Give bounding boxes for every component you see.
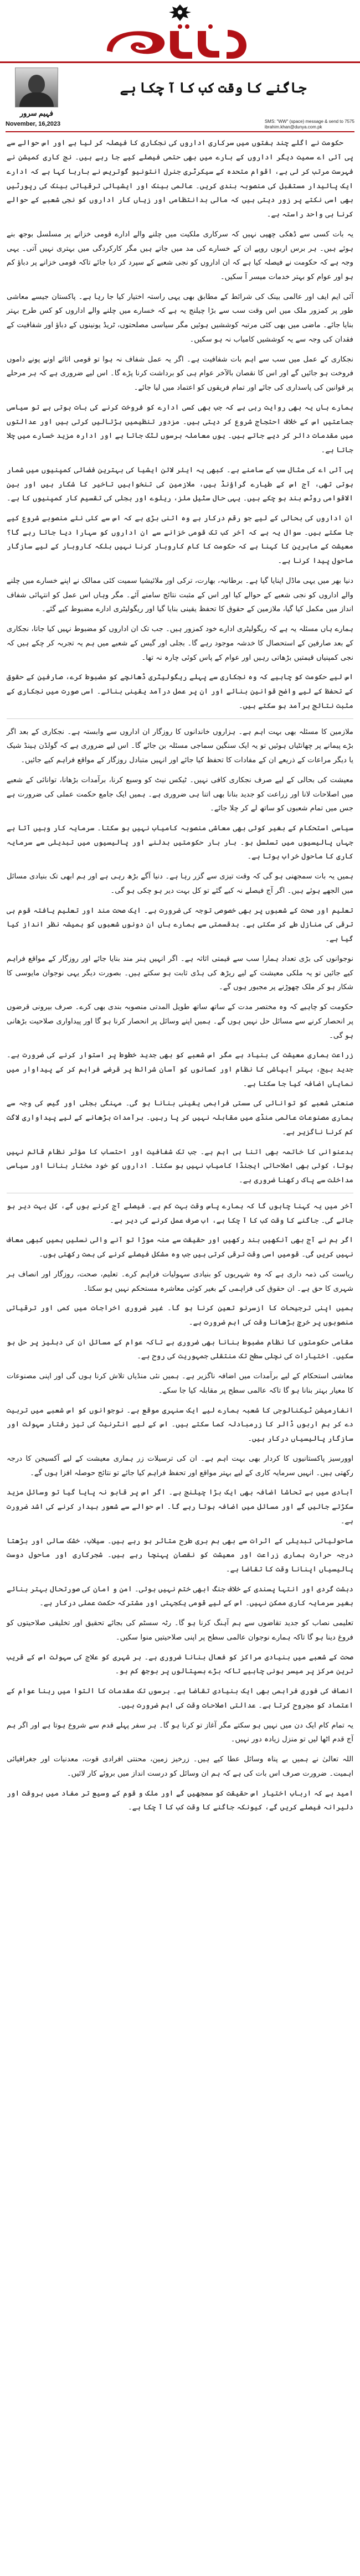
article-paragraph: اگر ہم نے آج بھی آنکھیں بند رکھیں اور حقیقت سے منہ موڑا تو آنے والی نسلیں ہمیں کبھی معاف نہیں کریں گی۔ قومیں اسی وقت ترقی کرتی ہیں جب وہ مشکل فیصلے کرنے کی ہمت رکھتی ہوں۔ (7, 1235, 353, 1259)
article-paragraph: ماحولیاتی تبدیلی کے اثرات سے بھی ہم بری طرح متاثر ہو رہے ہیں۔ سیلاب، خشک سالی اور بڑھتا درجہ حرارت ہماری زراعت اور معیشت کو نقصان پہنچا رہے ہیں۔ شجرکاری اور ماحول دوست پالیسیاں اپنانا وقت کا تقاضا ہے۔ (7, 1536, 353, 1574)
author-photo (15, 68, 58, 107)
article-paragraph: انصاف کی فوری فراہمی بھی ایک بنیادی تقاضا ہے۔ برسوں تک مقدمات کا التوا میں رہنا عوام کے اعتماد کو مجروح کرتا ہے۔ عدالتی اصلاحات وقت کی اہم ضرورت ہیں۔ (7, 1687, 353, 1709)
article-paragraph: معاشی استحکام کے لیے برآمدات میں اضافہ ناگزیر ہے۔ ہمیں نئی منڈیاں تلاش کرنا ہوں گی اور اپنی مصنوعات کا معیار بہتر بنانا ہو گا تاکہ عالمی سطح پر مقابلہ کیا جا سکے۔ (7, 1372, 353, 1394)
article-paragraph: مقامی حکومتوں کا نظام مضبوط بنانا بھی ضروری ہے تاکہ عوام کے مسائل ان کی دہلیز پر حل ہو سکیں۔ اختیارات کی نچلی سطح تک منتقلی جمہوریت کی روح ہے۔ (7, 1337, 353, 1361)
article-paragraph: حکومت نے اگلے چند ہفتوں میں سرکاری اداروں کی نجکاری کا فیصلہ کر لیا ہے اور اس حوالے سے پی آئی اے سمیت دیگر اداروں کے بارے میں بھی حتمی فیصلے کیے جا رہے ہیں۔ نج کاری کمیشن نے فہرست مرتب کر لی ہے، اقوام متحدہ کے سیکرٹری جنرل انتونیو گوتریس نے بارہا کہا ہے کہ ادارے ایک پائیدار مستقبل کی منصوبہ بندی کریں۔ عالمی بینک اور ایشیائی ترقیاتی بینک کی رپورٹیں بھی اسی نکتے پر زور دیتی ہیں کہ مالی بدانتظامی اور زیاں کار اداروں کو نجی شعبے کے حوالے کرنا ہی واحد راستہ ہے۔ (7, 138, 353, 219)
dunya-wordmark-icon (97, 23, 263, 60)
article-paragraph: ہمیں یہ بات سمجھنی ہو گی کہ وقت تیزی سے گزر رہا ہے۔ دنیا آگے بڑھ رہی ہے اور ہم ابھی تک بنیادی مسائل میں الجھے ہوئے ہیں۔ اگر آج فیصلے نہ کیے گئے تو کل بہت دیر ہو چکی ہو گی۔ (7, 872, 353, 894)
article-paragraph: حکومت کو چاہیے کہ وہ مختصر مدت کے ساتھ ساتھ طویل المدتی منصوبہ بندی بھی کرے۔ صرف بیرونی قرضوں پر انحصار کرنے سے مسائل حل نہیں ہوں گے۔ ہمیں اپنے وسائل پر انحصار کرنا ہو گا اور پیداواری صلاحیت بڑھانی ہو گی۔ (7, 1002, 353, 1039)
article-paragraph: اس لیے حکومت کو چاہیے کہ وہ نجکاری سے پہلے ریگولیٹری ڈھانچے کو مضبوط کرے، صارفین کے حقوق کے تحفظ کے لیے واضح قوانین بنائے اور ان پر عمل درآمد یقینی بنائے۔ اسی صورت میں نجکاری کے مثبت نتائج برآمد ہو سکتے ہیں۔ (7, 673, 353, 710)
article-meta (0, 118, 360, 132)
article-paragraph: معیشت کی بحالی کے لیے صرف نجکاری کافی نہیں۔ ٹیکس نیٹ کو وسیع کرنا، برآمدات بڑھانا، توانائی کے شعبے میں اصلاحات لانا اور زراعت کو جدید بنانا بھی اتنا ہی ضروری ہے۔ ہمیں ایک جامع حکمت عملی کی ضرورت ہے جس میں تمام شعبوں کو ساتھ لے کر چلا جائے۔ (7, 775, 353, 813)
masthead (0, 0, 360, 64)
article-paragraph: دہشت گردی اور انتہا پسندی کے خلاف جنگ ابھی ختم نہیں ہوئی۔ امن و امان کی صورتحال بہتر بنائے بغیر سرمایہ کاری ممکن نہیں۔ اس کے لیے قومی یکجہتی اور مشترکہ حکمت عملی درکار ہے۔ (7, 1584, 353, 1607)
article-paragraph: تعلیم اور صحت کے شعبوں پر بھی خصوصی توجہ کی ضرورت ہے۔ ایک صحت مند اور تعلیم یافتہ قوم ہی ترقی کی منازل طے کر سکتی ہے۔ بدقسمتی سے ہمارے ہاں ان دونوں شعبوں کو ہمیشہ نظر انداز کیا گیا ہے۔ (7, 906, 353, 943)
article-paragraph: دنیا بھر میں یہی ماڈل اپنایا گیا ہے۔ برطانیہ، بھارت، ترکی اور ملائیشیا سمیت کئی ممالک نے اپنے خسارے میں چلنے والے اداروں کو نجی شعبے کے حوالے کیا اور اس کے مثبت نتائج سامنے آئے۔ مگر وہاں اس عمل کو انتہائی شفاف انداز میں مکمل کیا گیا، ملازمین کے حقوق کا تحفظ یقینی بنایا گیا اور ریگولیٹری ادارے مضبوط کیے گئے۔ (7, 576, 353, 613)
article-paragraph: بدعنوانی کا خاتمہ بھی اتنا ہی اہم ہے۔ جب تک شفافیت اور احتساب کا مؤثر نظام قائم نہیں ہوتا، کوئی بھی اصلاحاتی ایجنڈا کامیاب نہیں ہو سکتا۔ اداروں کو خود مختار بنانا اور سیاسی مداخلت سے پاک رکھنا ضروری ہے۔ (7, 1147, 353, 1184)
article-paragraph: آبادی میں بے تحاشا اضافہ بھی ایک بڑا چیلنج ہے۔ اگر اس پر قابو نہ پایا گیا تو وسائل مزید سکڑتے جائیں گے اور مسائل میں اضافہ ہوتا رہے گا۔ اس حوالے سے شعور بیدار کرنے کی اشد ضرورت ہے۔ (7, 1488, 353, 1525)
sms-info: SMS: "WW" (space) message & send to 7575 (264, 118, 354, 124)
article-paragraph: اللہ تعالیٰ نے ہمیں بے پناہ وسائل عطا کیے ہیں۔ زرخیز زمین، محنتی افرادی قوت، معدنیات اور جغرافیائی اہمیت۔ ضرورت صرف اس بات کی ہے کہ ہم ان وسائل کو درست انداز میں بروئے کار لائیں۔ (7, 1755, 353, 1777)
article-paragraph: سیاسی استحکام کے بغیر کوئی بھی معاشی منصوبہ کامیاب نہیں ہو سکتا۔ سرمایہ کار وہیں آتا ہے جہاں پالیسیوں میں تسلسل ہو۔ بار بار حکومتیں بدلنے اور پالیسیوں میں تبدیلی سے سرمایہ کاری کا ماحول خراب ہوتا ہے۔ (7, 823, 353, 861)
article-paragraph: زراعت ہماری معیشت کی بنیاد ہے مگر اس شعبے کو بھی جدید خطوط پر استوار کرنے کی ضرورت ہے۔ جدید بیج، بہتر آبپاشی کا نظام اور کسانوں کو آسان شرائط پر قرضے فراہم کر کے پیداوار میں نمایاں اضافہ کیا جا سکتا ہے۔ (7, 1051, 353, 1088)
author-email[interactable]: ibrahim.khan@dunya.com.pk (264, 125, 322, 130)
article-paragraph: ریاست کی ذمہ داری ہے کہ وہ شہریوں کو بنیادی سہولیات فراہم کرے۔ تعلیم، صحت، روزگار اور انصاف ہر شہری کا حق ہے۔ ان حقوق کی فراہمی کے بغیر کوئی معاشرہ مستحکم نہیں ہو سکتا۔ (7, 1269, 353, 1292)
publish-date: November, 16,2023 (6, 121, 61, 128)
author-box (6, 68, 68, 118)
article-paragraph: ہمارے ہاں مسئلہ یہ ہے کہ ریگولیٹری ادارے خود کمزور ہیں۔ جب تک ان اداروں کو مضبوط نہیں کیا جاتا، نجکاری کے بعد صارفین کے استحصال کا خدشہ موجود رہے گا۔ بجلی اور گیس کے شعبے میں ہم یہ تجربہ کر چکے ہیں کہ نجی کمپنیاں قیمتیں بڑھاتی رہیں اور عوام کے پاس کوئی چارہ نہ تھا۔ (7, 624, 353, 661)
article-paragraph: ان اداروں کی بحالی کے لیے جو رقم درکار ہے وہ اتنی بڑی ہے کہ اس سے کئی نئے منصوبے شروع کیے جا سکتے ہیں۔ سوال یہ ہے کہ آخر کب تک قومی خزانے سے ان اداروں کو سہارا دیا جاتا رہے گا؟ معیشت کے ماہرین کا کہنا ہے کہ حکومت کا کام کاروبار کرنا نہیں بلکہ کاروبار کے لیے سازگار ماحول پیدا کرنا ہے۔ (7, 514, 353, 565)
article-paragraph: یہ بات کسی سے ڈھکی چھپی نہیں کہ سرکاری ملکیت میں چلنے والے ادارے قومی خزانے پر مسلسل بوجھ بنے ہوئے ہیں۔ ہر برس اربوں روپے ان کے خسارے کی مد میں جاتے ہیں مگر کارکردگی میں بہتری نہیں آتی۔ یہی وجہ ہے کہ حکومت نے فیصلہ کیا ہے کہ ان اداروں کو نجی شعبے کے سپرد کر دیا جائے تاکہ قومی خزانے پر دباؤ کم ہو اور عوام کو بہتر خدمات میسر آ سکیں۔ (7, 229, 353, 281)
article-paragraph: امید ہے کہ ارباب اختیار اس حقیقت کو سمجھیں گے اور ملک و قوم کے وسیع تر مفاد میں بروقت اور دلیرانہ فیصلے کریں گے، کیونکہ جاگنے کا وقت کب کا آ چکا ہے۔ (7, 1788, 353, 1812)
article-paragraph: ہمیں اپنی ترجیحات کا ازسرنو تعین کرنا ہو گا۔ غیر ضروری اخراجات میں کمی اور ترقیاتی منصوبوں پر خرچ بڑھانا وقت کی اہم ضرورت ہے۔ (7, 1303, 353, 1326)
article-body (0, 136, 360, 1837)
article-paragraph: پی آئی اے کی مثال سب کے سامنے ہے۔ کبھی یہ ایئر لائن ایشیا کی بہترین فضائی کمپنیوں میں شمار ہوتی تھی، آج اس کے طیارے گراؤنڈ ہیں، ملازمین کی تنخواہیں تاخیر کا شکار ہیں اور بین الاقوامی روٹس بند ہو چکے ہیں۔ یہی حال سٹیل ملز، ریلوے اور بجلی کی تقسیم کار کمپنیوں کا ہے۔ (7, 465, 353, 503)
article-paragraph: ہمارے ہاں یہ بھی روایت رہی ہے کہ جب بھی کسی ادارے کو فروخت کرنے کی بات ہوتی ہے تو سیاسی جماعتیں اس کے خلاف احتجاج شروع کر دیتی ہیں۔ مزدور تنظیمیں ہڑتالیں کرتی ہیں اور عدالتوں میں مقدمات دائر کر دیے جاتے ہیں۔ یوں معاملہ برسوں لٹک جاتا ہے اور ادارہ مزید خسارے میں چلا جاتا ہے۔ (7, 402, 353, 454)
article-paragraph: نجکاری کے عمل میں سب سے اہم بات شفافیت ہے۔ اگر یہ عمل شفاف نہ ہوا تو قومی اثاثے اونے پونے داموں فروخت ہو جائیں گے اور اس کا نقصان بالآخر عوام ہی کو برداشت کرنا پڑے گا۔ اس لیے ضروری ہے کہ ہر مرحلے پر قوانین کی پاسداری کی جائے اور تمام فریقوں کو اعتماد میں لیا جائے۔ (7, 354, 353, 392)
article-paragraph: آخر میں یہ کہنا چاہوں گا کہ ہمارے پاس وقت بہت کم ہے۔ فیصلے آج کرنے ہوں گے، کل بہت دیر ہو جائے گی۔ جاگنے کا وقت کب کا آ چکا ہے، اب صرف عمل کرنے کی دیر ہے۔ (7, 1201, 353, 1224)
article-paragraph: صحت کے شعبے میں بنیادی مراکز کو فعال بنانا ضروری ہے۔ ہر شہری کو علاج کی سہولت اس کے قریب ترین مرکز پر میسر ہونی چاہیے تاکہ بڑے ہسپتالوں پر بوجھ کم ہو۔ (7, 1652, 353, 1675)
section-divider (7, 718, 353, 719)
article-paragraph: انفارمیشن ٹیکنالوجی کا شعبہ ہمارے لیے ایک سنہری موقع ہے۔ نوجوانوں کو اس شعبے میں تربیت دے کر ہم اربوں ڈالر کا زرمبادلہ کما سکتے ہیں۔ اس کے لیے انٹرنیٹ کی تیز رفتار سہولت اور سازگار پالیسیاں درکار ہیں۔ (7, 1405, 353, 1443)
article-paragraph: تعلیمی نصاب کو جدید تقاضوں سے ہم آہنگ کرنا ہو گا۔ رٹہ سسٹم کی بجائے تحقیق اور تخلیقی صلاحیتوں کو فروغ دینا ہو گا تاکہ ہمارے نوجوان عالمی سطح پر اپنی صلاحیتیں منوا سکیں۔ (7, 1618, 353, 1641)
article-paragraph: آئی ایم ایف اور عالمی بینک کی شرائط کے مطابق بھی یہی راستہ اختیار کیا جا رہا ہے۔ پاکستان جیسے معاشی طور پر کمزور ملک میں اس وقت سب سے بڑا چیلنج یہ ہے کہ خسارے میں چلنے والے اداروں کو کس طرح بہتر بنایا جائے۔ ماضی میں بھی کئی مرتبہ کوششیں ہوئیں مگر سیاسی مصلحتوں، ٹریڈ یونینوں کے دباؤ اور شفافیت کے فقدان کی وجہ سے یہ کوششیں کامیاب نہ ہو سکیں۔ (7, 292, 353, 343)
article-paragraph: یہ تمام کام ایک دن میں نہیں ہو سکتے مگر آغاز تو کرنا ہو گا۔ ہر سفر پہلے قدم سے شروع ہوتا ہے اور اگر ہم آج قدم اٹھا لیں تو منزل زیادہ دور نہیں۔ (7, 1720, 353, 1744)
article-paragraph: نوجوانوں کی بڑی تعداد ہمارا سب سے قیمتی اثاثہ ہے۔ اگر انہیں ہنر مند بنایا جائے اور روزگار کے مواقع فراہم کیے جائیں تو یہ ملکی معیشت کے لیے ریڑھ کی ہڈی ثابت ہو سکتے ہیں۔ بصورت دیگر یہی نوجوان مایوسی کا شکار ہو کر ملک چھوڑنے پر مجبور ہوں گے۔ (7, 954, 353, 991)
title-band (0, 64, 360, 118)
article-paragraph: ملازمین کا مسئلہ بھی بہت اہم ہے۔ ہزاروں خاندانوں کا روزگار ان اداروں سے وابستہ ہے۔ نجکاری کے بعد اگر بڑے پیمانے پر چھانٹیاں ہوئیں تو یہ ایک سنگین سماجی مسئلہ بن جائے گا۔ اس لیے ضروری ہے کہ گولڈن ہینڈ شیک یا دیگر مراعات کے ذریعے ان کے مفادات کا تحفظ کیا جائے اور انہیں متبادل روزگار کے مواقع فراہم کیے جائیں۔ (7, 727, 353, 764)
meta-rule (6, 131, 354, 132)
author-name: فہیم سرور (19, 109, 54, 117)
page-title-block (72, 68, 354, 107)
masthead-rule (0, 61, 360, 63)
article-paragraph: صنعتی شعبے کو توانائی کی سستی فراہمی یقینی بنانا ہو گی۔ مہنگی بجلی اور گیس کی وجہ سے ہماری مصنوعات عالمی منڈی میں مقابلہ نہیں کر پا رہیں۔ برآمدات بڑھانے کے لیے پیداواری لاگت کم کرنا ناگزیر ہے۔ (7, 1099, 353, 1136)
eagle-emblem-icon (165, 3, 195, 22)
page-title: جاگنے کا وقت کب کا آ چکا ہے (120, 80, 307, 96)
article-paragraph: اوورسیز پاکستانیوں کا کردار بھی بہت اہم ہے۔ ان کی ترسیلات زر ہماری معیشت کے لیے آکسیجن کا درجہ رکھتی ہیں۔ انہیں سرمایہ کاری کے لیے بہتر مواقع اور تحفظ فراہم کیا جائے تو نتائج حوصلہ افزا ہوں گے۔ (7, 1453, 353, 1477)
